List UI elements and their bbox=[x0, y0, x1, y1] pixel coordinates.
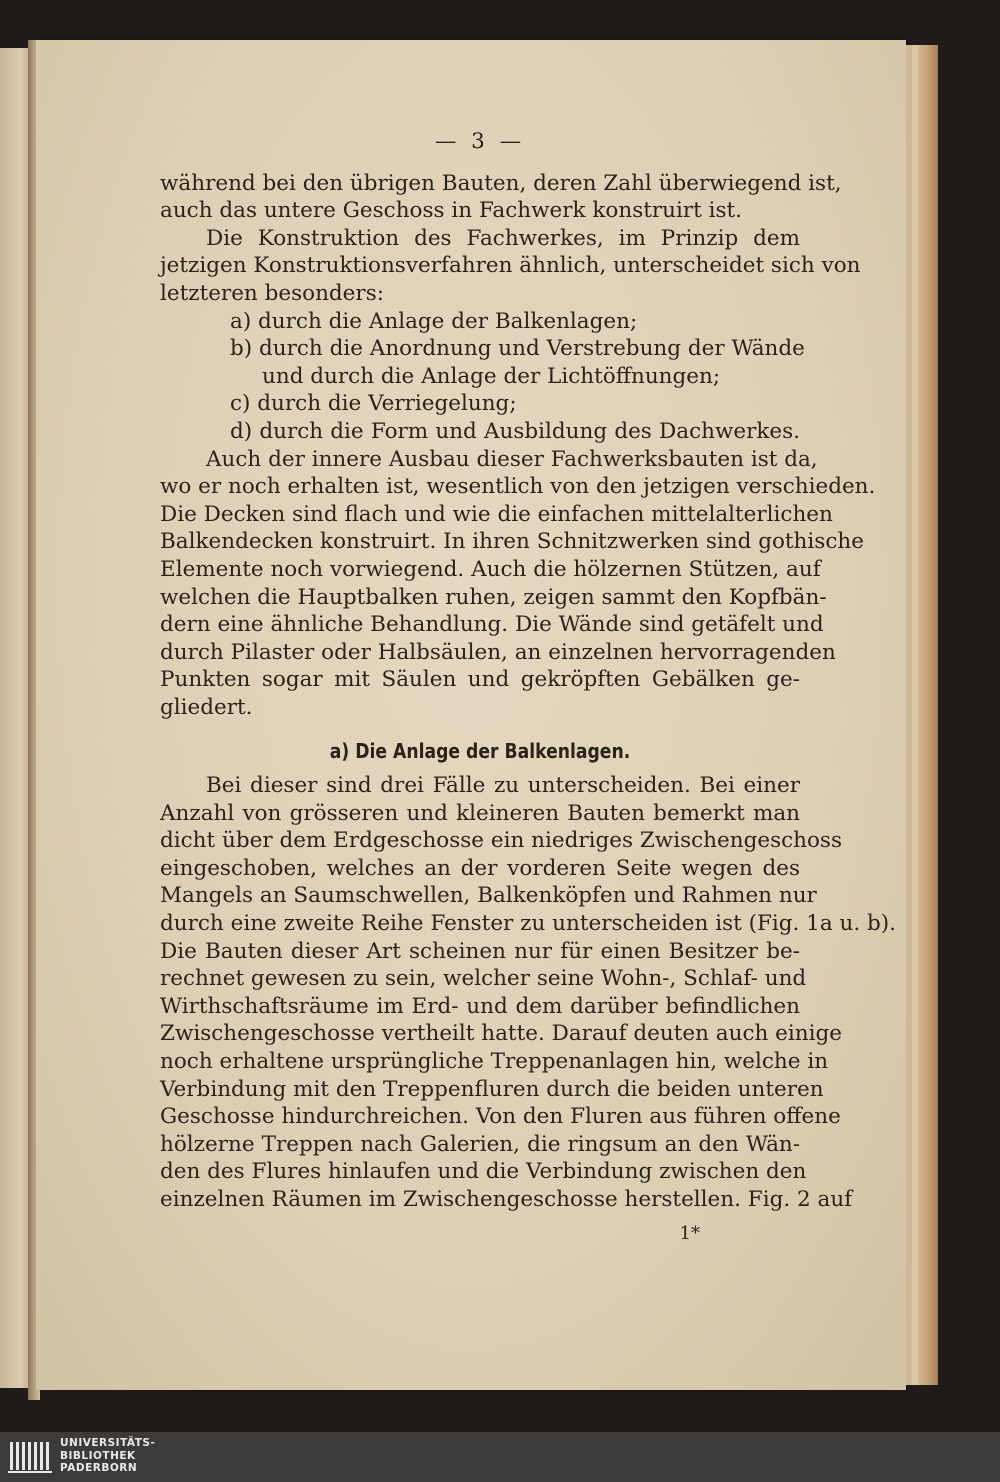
page-text bbox=[160, 128, 897, 1247]
text-line: Die Konstruktion des Fachwerkes, im Prinzip dem bbox=[206, 225, 800, 251]
text-line: Bei dieser sind drei Fälle zu unterscheiden. Bei einer bbox=[206, 773, 800, 799]
list-item: c) durch die Verriegelung; bbox=[230, 391, 517, 417]
text-line: den des Flures hinlaufen und die Verbindung zwischen den bbox=[160, 1159, 807, 1185]
library-name-line: UNIVERSITÄTS- bbox=[60, 1437, 156, 1449]
text-line: Punkten sogar mit Säulen und gekröpften Gebälken ge- bbox=[160, 667, 800, 693]
text-line: rechnet gewesen zu sein, welcher seine Wohn-, Schlaf- und bbox=[160, 966, 807, 992]
text-line: Balkendecken konstruirt. In ihren Schnitzwerken sind gothische bbox=[160, 529, 864, 555]
text-line: dicht über dem Erdgeschosse ein niedriges Zwischengeschoss bbox=[160, 828, 842, 854]
library-name-line: PADERBORN bbox=[60, 1462, 138, 1474]
text-line: wo er noch erhalten ist, wesentlich von den jetzigen verschieden. bbox=[160, 474, 876, 500]
book-cover-edge bbox=[918, 45, 938, 1385]
text-line: Elemente noch vorwiegend. Auch die hölzernen Stützen, auf bbox=[160, 556, 821, 582]
text-line: durch eine zweite Reihe Fenster zu unterscheiden ist (Fig. 1a u. b). bbox=[160, 911, 897, 937]
signature-mark: 1* bbox=[679, 1222, 700, 1244]
text-line: eingeschoben, welches an der vorderen Seite wegen des bbox=[160, 855, 800, 881]
library-name-line: BIBLIOTHEK bbox=[60, 1449, 136, 1462]
text-line: Die Decken sind flach und wie die einfachen mittelalterlichen bbox=[160, 501, 833, 527]
text-line: dern eine ähnliche Behandlung. Die Wände sind getäfelt und bbox=[160, 612, 824, 638]
library-footer bbox=[0, 1432, 1000, 1482]
text-line: jetzigen Konstruktionsverfahren ähnlich, unterscheidet sich von bbox=[160, 253, 861, 279]
page-number: — 3 — bbox=[434, 129, 526, 154]
text-line: letzteren besonders: bbox=[160, 280, 384, 306]
library-name bbox=[60, 1437, 155, 1475]
text-line: Mangels an Saumschwellen, Balkenköpfen und Rahmen nur bbox=[160, 883, 817, 909]
list-item: d) durch die Form und Ausbildung des Dachwerkes. bbox=[230, 418, 800, 444]
text-line: welchen die Hauptbalken ruhen, zeigen sammt den Kopfbän- bbox=[160, 584, 827, 610]
library-logo-icon bbox=[8, 1438, 52, 1476]
list-item: a) durch die Anlage der Balkenlagen; bbox=[230, 308, 638, 334]
text-line: durch Pilaster oder Halbsäulen, an einzelnen hervorragenden bbox=[160, 639, 836, 665]
text-line: Zwischengeschosse vertheilt hatte. Darauf deuten auch einige bbox=[160, 1021, 842, 1047]
text-line: auch das untere Geschoss in Fachwerk konstruirt ist. bbox=[160, 198, 743, 224]
text-line: während bei den übrigen Bauten, deren Zahl überwiegend ist, bbox=[160, 170, 842, 196]
list-item: b) durch die Anordnung und Verstrebung der Wände bbox=[230, 336, 805, 362]
text-line: einzelnen Räumen im Zwischengeschosse herstellen. Fig. 2 auf bbox=[160, 1186, 853, 1212]
text-line: Verbindung mit den Treppenfluren durch die beiden unteren bbox=[160, 1076, 824, 1102]
text-line: gliedert. bbox=[160, 694, 253, 720]
text-line: noch erhaltene ursprüngliche Treppenanlagen hin, welche in bbox=[160, 1049, 829, 1074]
section-heading: a) Die Anlage der Balkenlagen. bbox=[329, 739, 631, 764]
text-line: Anzahl von grösseren und kleineren Bauten bemerkt man bbox=[160, 800, 800, 826]
text-line: Die Bauten dieser Art scheinen nur für einen Besitzer be- bbox=[160, 938, 800, 964]
text-line: Geschosse hindurchreichen. Von den Fluren aus führen offene bbox=[160, 1104, 841, 1130]
text-line: hölzerne Treppen nach Galerien, die ringsum an den Wän- bbox=[160, 1131, 800, 1157]
text-line bbox=[160, 225, 800, 253]
list-item: und durch die Anlage der Lichtöffnungen; bbox=[262, 363, 721, 389]
text-line: Wirthschaftsräume im Erd- und dem darüber befindlichen bbox=[160, 993, 800, 1019]
text-line: Auch der innere Ausbau dieser Fachwerksbauten ist da, bbox=[206, 446, 818, 472]
